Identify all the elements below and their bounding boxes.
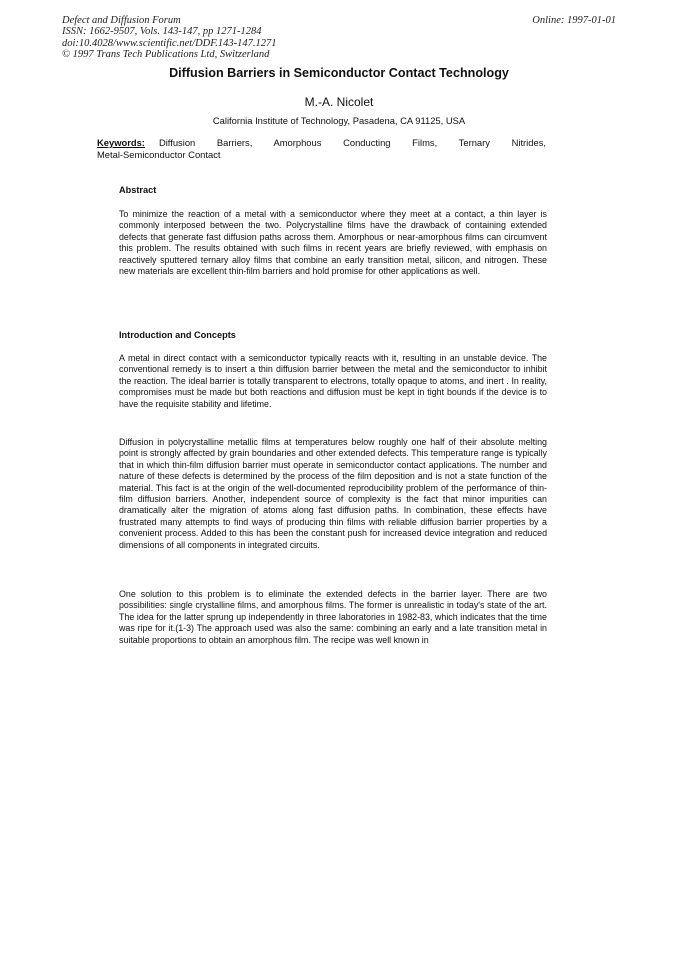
copyright-line: © 1997 Trans Tech Publications Ltd, Switzerland [62,49,270,61]
keywords-label: Keywords: [97,137,145,148]
abstract-heading-block [119,184,547,196]
abstract-heading: Abstract [119,185,157,195]
intro-paragraph-2-block [119,437,547,551]
journal-name: Defect and Diffusion Forum [62,15,181,26]
intro-paragraph-3-block [119,589,547,646]
introduction-heading-block [119,329,547,341]
paper-title: Diffusion Barriers in Semiconductor Contact Technology [169,66,509,80]
abstract-section [119,209,547,277]
issn-line: ISSN: 1662-9507, Vols. 143-147, pp 1271-1284 [62,26,262,38]
introduction-heading: Introduction and Concepts [119,330,236,340]
keywords-list: Diffusion Barriers, Amorphous Conducting Films, Ternary Nitrides, [158,137,546,148]
intro-paragraph-1: A metal in direct contact with a semiconductor typically reacts with it, resulting in an unstable device. The conventional remedy is to insert a thin diffusion barrier between the metal and the semiconductor to inhibit the reaction. The ideal barrier is totally transparent to electrons, totally opaque to atoms, and inert . In reality, compromises must be made but both reactions and diffusion must be kept in tight bounds if the device is to have the requisite stability and lifetime. [119,353,547,409]
affiliation: California Institute of Technology, Pasadena, CA 91125, USA [212,115,466,126]
intro-paragraph-3: One solution to this problem is to eliminate the extended defects in the barrier layer. There are two possibilities: single crystalline films, and amorphous films. The former is unrealistic in today's state of the art. The idea for the latter sprung up independently in three laboratories in 1982-83, which indicates that the time was ripe for it.(1-3) The approach used was also the same: combining an early and a late transition metal in suitable proportions to obtain an amorphous film. The recipe was well known in [119,589,547,645]
author-name: M.-A. Nicolet [304,95,374,109]
abstract-text: To minimize the reaction of a metal with a semiconductor where they meet at a contact, a thin layer is commonly interposed between the two. Polycrystalline films have the drawback of containing extended defects that generate fast diffusion paths across them. Amorphous or near-amorphous films can circumvent this problem. The results obtained with such films in recent years are briefly reviewed, with emphasis on reactively sputtered ternary alloy films that combine an early transition metal, silicon, and nitrogen. These new materials are excellent thin-film barriers and hold promise for other applications as well. [119,209,547,277]
keywords-continuation: Metal-Semiconductor Contact [97,149,221,160]
online-date: Online: 1997-01-01 [532,15,616,26]
intro-paragraph-1-block [119,353,547,410]
doi-link[interactable]: doi:10.4028/www.scientific.net/DDF.143-147.1271 [62,37,277,49]
intro-paragraph-2: Diffusion in polycrystalline metallic films at temperatures below roughly one half of their absolute melting point is strongly affected by grain boundaries and other extended defects. This temperature range is typically that in which thin-film diffusion barrier must operate in semiconductor contact applications. The number and nature of these defects is determined by the process of the film deposition and is not a state function of the material. This fact is at the origin of the well-documented reproducibility problem of the performance of thin-film diffusion barriers. Another, independent source of complexity is the fact that minor impurities can dramatically alter the migration of atoms along fast diffusion paths. In combination, these effects have frustrated many attempts to find ways of producing thin films with reliable diffusion barrier properties by a convenient process. Added to this has been the constant push for increased device integration and reduced dimensions of all components in integrated circuits. [119,437,547,550]
keywords-line [97,137,546,149]
publication-metadata [62,15,277,61]
